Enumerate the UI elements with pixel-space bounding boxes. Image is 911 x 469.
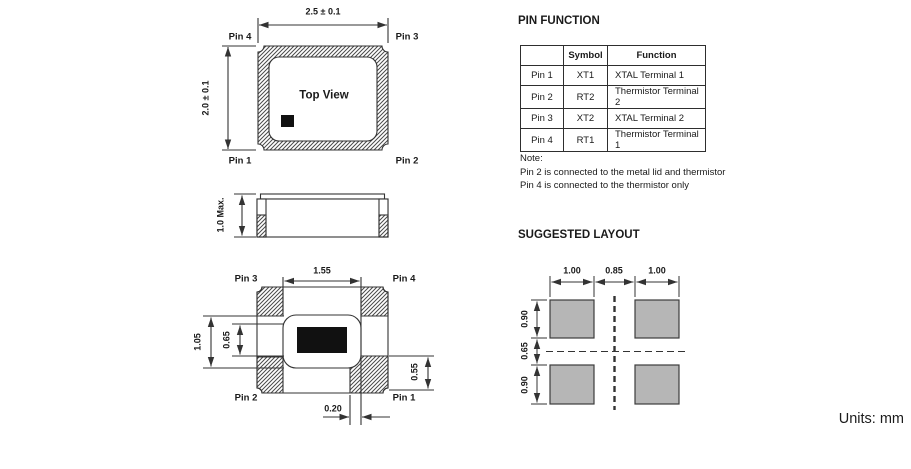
layout-pad-top-right (635, 300, 679, 338)
units-label: Units: mm (838, 411, 904, 427)
table-row (521, 86, 706, 109)
layout-center-gap-label: 0.65 (519, 342, 530, 360)
top-view-pin4-label: Pin 4 (228, 31, 252, 43)
top-view-width-dim-label: 2.5 ± 0.1 (305, 6, 341, 17)
bottom-view-pin2-label: Pin 2 (234, 392, 258, 404)
cell-symbol: RT2 (564, 86, 608, 109)
table-row (521, 66, 706, 86)
cell-symbol: RT1 (564, 129, 608, 152)
note-line-2: Pin 4 is connected to the thermistor only (520, 180, 689, 191)
table-row (521, 109, 706, 129)
bottom-view-pin3-label: Pin 3 (234, 273, 258, 285)
layout-pad-bottom-left (550, 365, 594, 404)
col-header-pin (521, 46, 564, 66)
side-view-height-dim-label: 1.0 Max. (215, 197, 226, 233)
table-row (521, 129, 706, 152)
cell-symbol: XT2 (564, 109, 608, 129)
bottom-view-pad-height-label: 0.55 (409, 363, 420, 381)
suggested-layout-heading: SUGGESTED LAYOUT (518, 229, 640, 241)
side-view-pad-left (257, 215, 266, 237)
bottom-view-pad-top-left (257, 287, 283, 316)
cell-function: Thermistor Terminal 2 (608, 86, 706, 109)
table-header-row (521, 46, 706, 66)
pin-function-heading: PIN FUNCTION (518, 15, 600, 27)
layout-gap-label: 0.85 (605, 265, 623, 276)
cell-symbol: XT1 (564, 66, 608, 86)
bottom-view-pad-top-right (361, 287, 388, 316)
note-line-1: Pin 2 is connected to the metal lid and thermistor (520, 167, 726, 178)
bottom-view-pin1-label: Pin 1 (392, 392, 416, 404)
col-header-function: Function (608, 46, 706, 66)
pin1-index-marker (281, 115, 294, 127)
cell-pin: Pin 1 (521, 66, 564, 86)
layout-pad-height-bottom-label: 0.90 (519, 376, 530, 394)
cell-function: Thermistor Terminal 1 (608, 129, 706, 152)
layout-pad-bottom-right (635, 365, 679, 404)
side-view-body (257, 199, 388, 237)
note-heading: Note: (520, 153, 543, 164)
layout-pad-width-right-label: 1.00 (648, 265, 666, 276)
bottom-view-inner-height-label: 0.65 (221, 331, 232, 349)
top-view-pin1-label: Pin 1 (228, 155, 252, 167)
cell-function: XTAL Terminal 2 (608, 109, 706, 129)
layout-pad-width-left-label: 1.00 (563, 265, 581, 276)
layout-pad-height-top-label: 0.90 (519, 310, 530, 328)
bottom-view-pad-offset-label: 0.20 (324, 403, 342, 414)
bottom-view-island-width-label: 1.55 (313, 265, 331, 276)
top-view-pin3-label: Pin 3 (395, 31, 419, 43)
top-view-height-dim-label: 2.0 ± 0.1 (200, 80, 211, 116)
cell-pin: Pin 2 (521, 86, 564, 109)
side-view-lid (261, 194, 385, 199)
thermistor-element (297, 327, 347, 353)
cell-function: XTAL Terminal 1 (608, 66, 706, 86)
col-header-symbol: Symbol (564, 46, 608, 66)
top-view-pin2-label: Pin 2 (395, 155, 419, 167)
pin-function-table (520, 45, 706, 152)
top-view-title: Top View (299, 89, 349, 102)
cell-pin: Pin 3 (521, 109, 564, 129)
bottom-view-pad-bottom-left (257, 357, 283, 393)
side-view-pad-right (379, 215, 388, 237)
cell-pin: Pin 4 (521, 129, 564, 152)
bottom-view-island-height-label: 1.05 (192, 333, 203, 351)
bottom-view-pin4-label: Pin 4 (392, 273, 416, 285)
layout-pad-top-left (550, 300, 594, 338)
